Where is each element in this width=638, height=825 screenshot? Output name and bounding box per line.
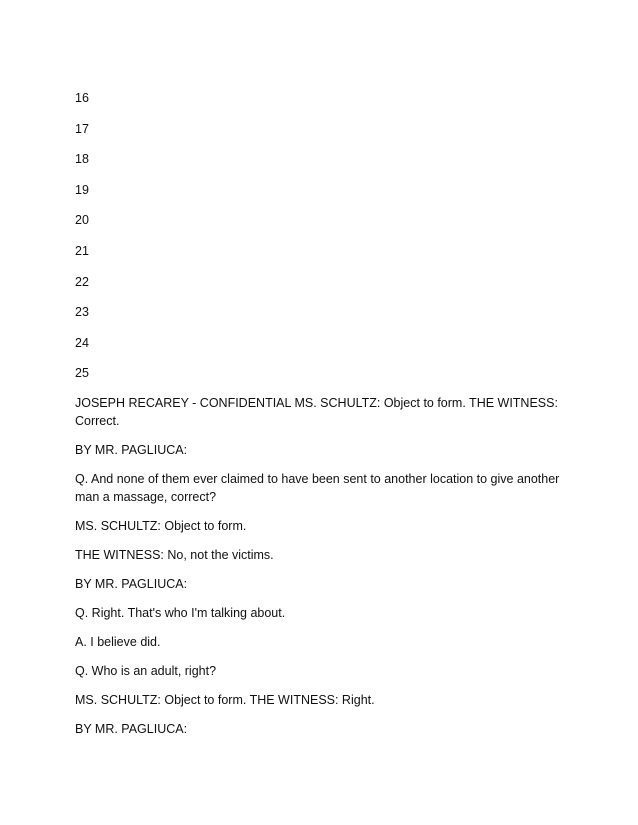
answer-paragraph: A. I believe did.	[75, 635, 161, 649]
objection-line: MS. SCHULTZ: Object to form.	[75, 519, 247, 533]
transcript-header-line: JOSEPH RECAREY - CONFIDENTIAL MS. SCHULTZ: Object to form. THE WITNESS: Correct.	[75, 396, 558, 428]
line-number: 18	[75, 152, 89, 167]
line-number: 25	[75, 366, 89, 381]
line-number: 19	[75, 182, 89, 197]
line-number: 16	[75, 91, 89, 105]
line-number-list	[75, 88, 89, 394]
line-number: 24	[75, 335, 89, 350]
line-number: 23	[75, 305, 89, 320]
line-number: 22	[75, 274, 89, 289]
objection-line: MS. SCHULTZ: Object to form. THE WITNESS: Right.	[75, 693, 375, 707]
speaker-line: BY MR. PAGLIUCA:	[75, 577, 188, 591]
line-number: 21	[75, 243, 89, 258]
witness-answer-line: THE WITNESS: No, not the victims.	[75, 548, 274, 562]
speaker-line: BY MR. PAGLIUCA:	[75, 722, 188, 736]
question-paragraph: Q. Who is an adult, right?	[75, 664, 217, 678]
line-number: 20	[75, 213, 89, 228]
transcript-body	[75, 394, 575, 749]
speaker-line: BY MR. PAGLIUCA:	[75, 443, 188, 457]
line-number: 17	[75, 121, 89, 136]
question-paragraph: Q. Right. That's who I'm talking about.	[75, 606, 286, 620]
question-paragraph: Q. And none of them ever claimed to have been sent to another location to give another man a massage, correct?	[75, 472, 560, 504]
